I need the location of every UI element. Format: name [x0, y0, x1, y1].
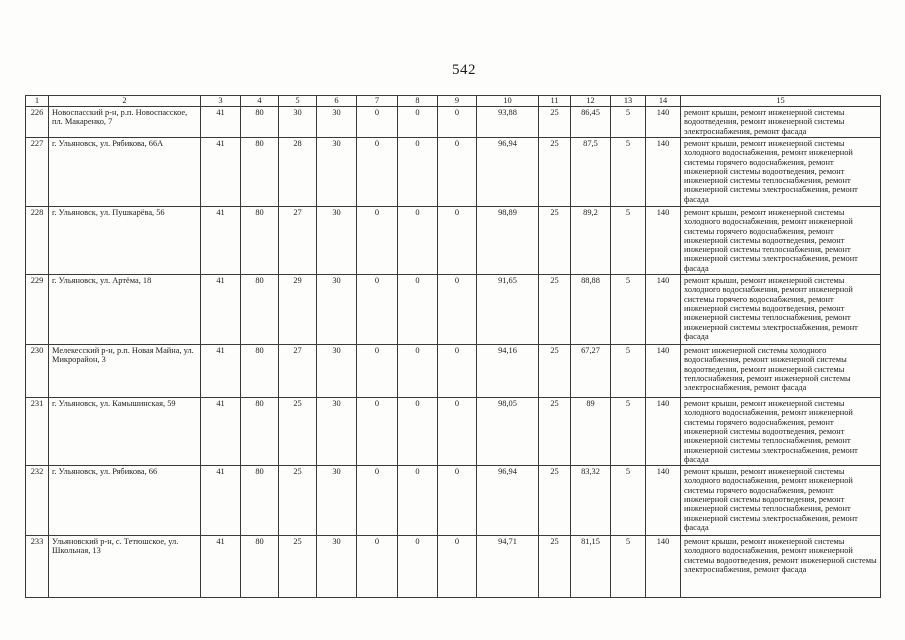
column-header-15: 15 [681, 96, 881, 107]
col-5-value: 30 [279, 107, 317, 138]
col-8-value: 0 [398, 275, 438, 345]
col-13-value: 5 [611, 207, 646, 275]
col-9-value: 0 [438, 466, 477, 536]
col-10-value: 94,71 [477, 536, 539, 598]
col-12-value: 87,5 [571, 138, 611, 207]
col-13-value: 5 [611, 536, 646, 598]
col-7-value: 0 [357, 466, 398, 536]
col-10-value: 96,94 [477, 466, 539, 536]
work-types: ремонт крыши, ремонт инженерной системы водоотведения, ремонт инженерной системы электроснабжения, ремонт фасада [681, 107, 881, 138]
col-6-value: 30 [317, 466, 357, 536]
column-header-9: 9 [438, 96, 477, 107]
col-4-value: 80 [241, 207, 279, 275]
column-header-1: 1 [26, 96, 49, 107]
table-row [26, 536, 881, 598]
col-6-value: 30 [317, 275, 357, 345]
col-8-value: 0 [398, 107, 438, 138]
column-header-8: 8 [398, 96, 438, 107]
col-5-value: 29 [279, 275, 317, 345]
col-12-value: 89 [571, 398, 611, 466]
row-number: 226 [26, 107, 49, 138]
col-9-value: 0 [438, 345, 477, 398]
row-number: 229 [26, 275, 49, 345]
col-7-value: 0 [357, 275, 398, 345]
work-types: ремонт крыши, ремонт инженерной системы холодного водоснабжения, ремонт инженерной системы горячего водоснабжения, ремонт инженерной системы водоотведения, ремонт инженерной системы теплоснабжения, ремонт инженерной системы электроснабжения, ремонт фасада [681, 398, 881, 466]
col-4-value: 80 [241, 275, 279, 345]
col-6-value: 30 [317, 536, 357, 598]
page-number: 542 [452, 62, 476, 78]
address: г. Ульяновск, ул. Камышинская, 59 [49, 398, 201, 466]
column-header-7: 7 [357, 96, 398, 107]
col-3-value: 41 [201, 345, 241, 398]
table-row [26, 138, 881, 207]
col-13-value: 5 [611, 345, 646, 398]
col-10-value: 98,05 [477, 398, 539, 466]
col-14-value: 140 [646, 275, 681, 345]
col-9-value: 0 [438, 536, 477, 598]
col-10-value: 98,89 [477, 207, 539, 275]
address: г. Ульяновск, ул. Рябикова, 66 [49, 466, 201, 536]
col-8-value: 0 [398, 345, 438, 398]
col-8-value: 0 [398, 207, 438, 275]
col-14-value: 140 [646, 345, 681, 398]
table-row [26, 275, 881, 345]
col-14-value: 140 [646, 466, 681, 536]
col-10-value: 94,16 [477, 345, 539, 398]
col-9-value: 0 [438, 275, 477, 345]
row-number: 233 [26, 536, 49, 598]
col-3-value: 41 [201, 536, 241, 598]
col-8-value: 0 [398, 536, 438, 598]
header-row [26, 96, 881, 107]
table-row [26, 345, 881, 398]
work-types: ремонт инженерной системы холодного водоснабжения, ремонт инженерной системы водоотведения, ремонт инженерной системы теплоснабжения, ремонт инженерной системы электроснабжения, ремонт фасада [681, 345, 881, 398]
col-9-value: 0 [438, 207, 477, 275]
column-header-12: 12 [571, 96, 611, 107]
column-header-2: 2 [49, 96, 201, 107]
address: Мелекесский р-н, р.п. Новая Майна, ул. Микрорайон, 3 [49, 345, 201, 398]
col-13-value: 5 [611, 466, 646, 536]
row-number: 230 [26, 345, 49, 398]
column-header-5: 5 [279, 96, 317, 107]
col-8-value: 0 [398, 138, 438, 207]
work-types: ремонт крыши, ремонт инженерной системы холодного водоснабжения, ремонт инженерной системы горячего водоснабжения, ремонт инженерной системы водоотведения, ремонт инженерной системы теплоснабжения, ремонт инженерной системы электроснабжения, ремонт фасада [681, 138, 881, 207]
col-11-value: 25 [539, 207, 571, 275]
col-11-value: 25 [539, 466, 571, 536]
row-number: 232 [26, 466, 49, 536]
col-13-value: 5 [611, 275, 646, 345]
col-12-value: 81,15 [571, 536, 611, 598]
col-11-value: 25 [539, 138, 571, 207]
col-10-value: 93,88 [477, 107, 539, 138]
col-13-value: 5 [611, 107, 646, 138]
col-12-value: 86,45 [571, 107, 611, 138]
buildings-table [25, 95, 881, 598]
col-13-value: 5 [611, 138, 646, 207]
table-row [26, 398, 881, 466]
col-6-value: 30 [317, 398, 357, 466]
col-3-value: 41 [201, 107, 241, 138]
col-5-value: 27 [279, 207, 317, 275]
col-4-value: 80 [241, 536, 279, 598]
col-6-value: 30 [317, 345, 357, 398]
col-13-value: 5 [611, 398, 646, 466]
col-14-value: 140 [646, 138, 681, 207]
col-7-value: 0 [357, 107, 398, 138]
col-5-value: 27 [279, 345, 317, 398]
address: г. Ульяновск, ул. Рябикова, 66А [49, 138, 201, 207]
col-7-value: 0 [357, 398, 398, 466]
column-header-11: 11 [539, 96, 571, 107]
col-11-value: 25 [539, 345, 571, 398]
table-row [26, 207, 881, 275]
col-3-value: 41 [201, 138, 241, 207]
col-3-value: 41 [201, 275, 241, 345]
col-4-value: 80 [241, 466, 279, 536]
work-types: ремонт крыши, ремонт инженерной системы холодного водоснабжения, ремонт инженерной системы водоотведения, ремонт инженерной системы электроснабжения, ремонт фасада [681, 536, 881, 598]
work-types: ремонт крыши, ремонт инженерной системы холодного водоснабжения, ремонт инженерной системы горячего водоснабжения, ремонт инженерной системы водоотведения, ремонт инженерной системы теплоснабжения, ремонт инженерной системы электроснабжения, ремонт фасада [681, 207, 881, 275]
col-8-value: 0 [398, 466, 438, 536]
col-14-value: 140 [646, 398, 681, 466]
col-12-value: 83,32 [571, 466, 611, 536]
col-5-value: 28 [279, 138, 317, 207]
col-9-value: 0 [438, 107, 477, 138]
address: г. Ульяновск, ул. Артёма, 18 [49, 275, 201, 345]
work-types: ремонт крыши, ремонт инженерной системы холодного водоснабжения, ремонт инженерной системы горячего водоснабжения, ремонт инженерной системы водоотведения, ремонт инженерной системы теплоснабжения, ремонт инженерной системы электроснабжения, ремонт фасада [681, 466, 881, 536]
address: Новоспасский р-н, р.п. Новоспасское, пл. Макаренко, 7 [49, 107, 201, 138]
col-11-value: 25 [539, 536, 571, 598]
col-10-value: 96,94 [477, 138, 539, 207]
work-types: ремонт крыши, ремонт инженерной системы холодного водоснабжения, ремонт инженерной системы горячего водоснабжения, ремонт инженерной системы водоотведения, ремонт инженерной системы теплоснабжения, ремонт инженерной системы электроснабжения, ремонт фасада [681, 275, 881, 345]
col-7-value: 0 [357, 345, 398, 398]
col-7-value: 0 [357, 207, 398, 275]
table-row [26, 466, 881, 536]
col-3-value: 41 [201, 466, 241, 536]
row-number: 228 [26, 207, 49, 275]
col-11-value: 25 [539, 398, 571, 466]
col-14-value: 140 [646, 207, 681, 275]
col-14-value: 140 [646, 536, 681, 598]
column-header-3: 3 [201, 96, 241, 107]
table-row [26, 107, 881, 138]
col-12-value: 67,27 [571, 345, 611, 398]
col-5-value: 25 [279, 398, 317, 466]
col-3-value: 41 [201, 398, 241, 466]
col-6-value: 30 [317, 138, 357, 207]
column-header-10: 10 [477, 96, 539, 107]
col-7-value: 0 [357, 536, 398, 598]
col-4-value: 80 [241, 398, 279, 466]
col-14-value: 140 [646, 107, 681, 138]
row-number: 231 [26, 398, 49, 466]
col-12-value: 89,2 [571, 207, 611, 275]
col-3-value: 41 [201, 207, 241, 275]
col-11-value: 25 [539, 107, 571, 138]
col-10-value: 91,65 [477, 275, 539, 345]
address: Ульяновский р-н, с. Тетюшское, ул. Школьная, 13 [49, 536, 201, 598]
col-12-value: 88,88 [571, 275, 611, 345]
col-4-value: 80 [241, 107, 279, 138]
column-header-4: 4 [241, 96, 279, 107]
column-header-14: 14 [646, 96, 681, 107]
col-5-value: 25 [279, 466, 317, 536]
col-9-value: 0 [438, 138, 477, 207]
column-header-6: 6 [317, 96, 357, 107]
col-8-value: 0 [398, 398, 438, 466]
col-7-value: 0 [357, 138, 398, 207]
column-header-13: 13 [611, 96, 646, 107]
col-4-value: 80 [241, 345, 279, 398]
row-number: 227 [26, 138, 49, 207]
col-4-value: 80 [241, 138, 279, 207]
col-6-value: 30 [317, 107, 357, 138]
address: г. Ульяновск, ул. Пушкарёва, 56 [49, 207, 201, 275]
col-11-value: 25 [539, 275, 571, 345]
col-9-value: 0 [438, 398, 477, 466]
col-6-value: 30 [317, 207, 357, 275]
col-5-value: 25 [279, 536, 317, 598]
